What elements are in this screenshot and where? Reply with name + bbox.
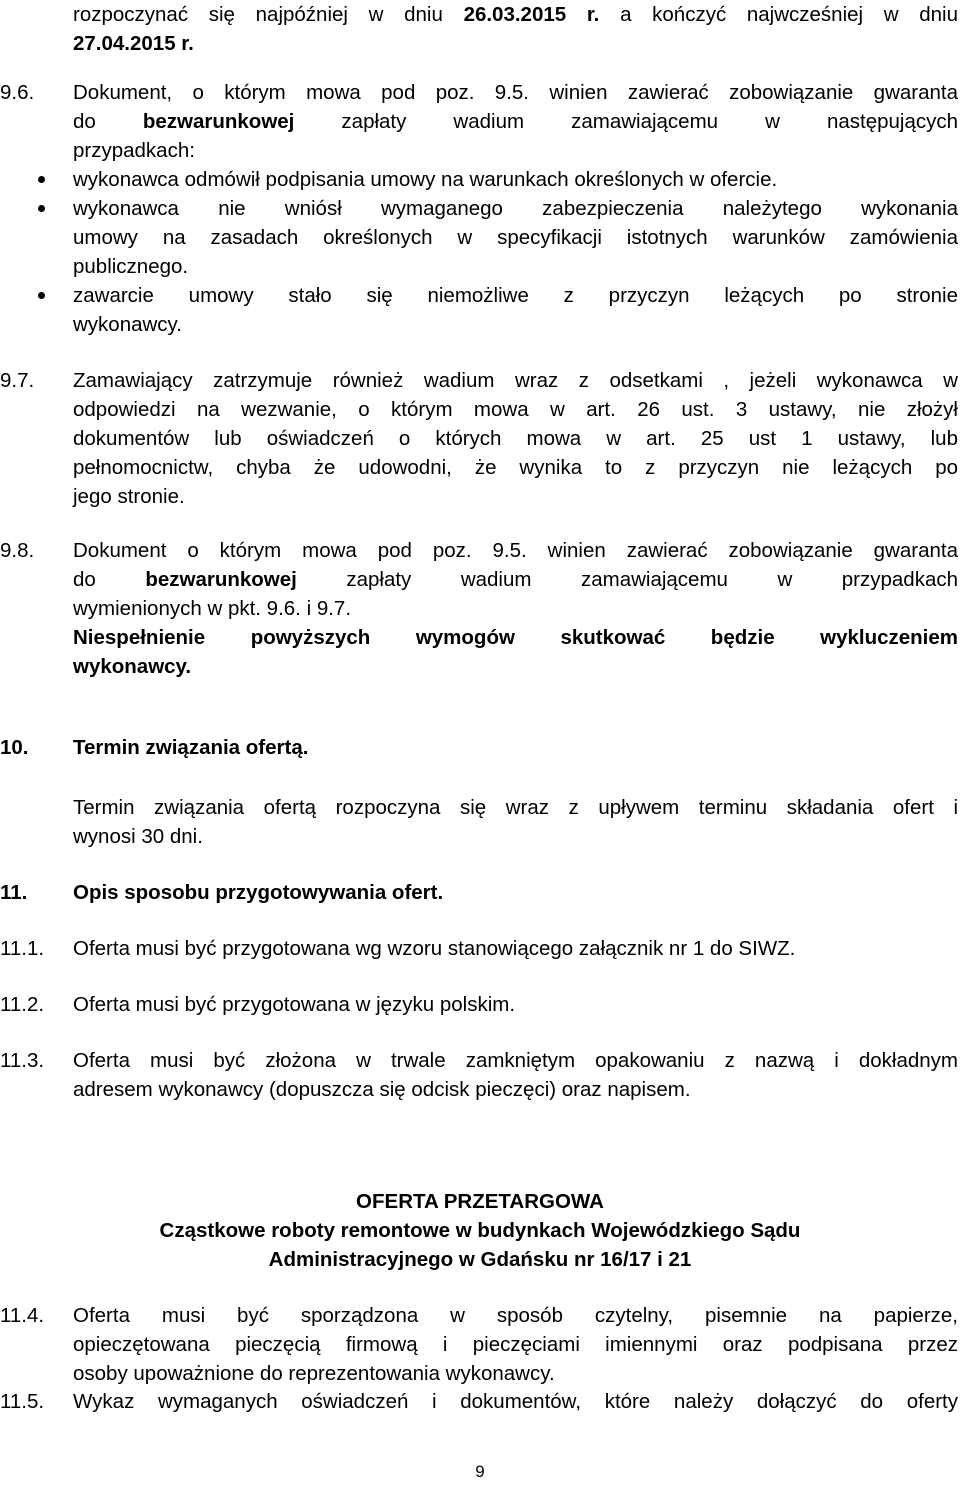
- intro-paragraph: [0, 0, 960, 58]
- text-line: Oferta musi być złożona w trwale zamkniętym opakowaniu z nazwą i dokładnym: [73, 1049, 958, 1072]
- section-9-7: [0, 366, 960, 511]
- section-10: [0, 733, 960, 762]
- bullet-icon: [38, 205, 45, 212]
- bullet-icon: [38, 292, 45, 299]
- text-line: Termin związania ofertą rozpoczyna się wraz z upływem terminu składania ofert i: [73, 796, 958, 819]
- item-11-4: [0, 1301, 960, 1388]
- text-line: Niespełnienie powyższych wymogów skutkować będzie wykluczeniem: [73, 626, 958, 649]
- section-number: 9.6.: [0, 81, 35, 104]
- section-number: 9.7.: [0, 369, 35, 392]
- item-11-5: [0, 1387, 960, 1416]
- section-number: 11.2.: [0, 993, 45, 1016]
- text-line: rozpoczynać się najpóźniej w dniu 26.03.2015 r. a kończyć najwcześniej w dniu: [73, 3, 959, 26]
- section-10-paragraph: [0, 793, 960, 851]
- text-line: dokumentów lub oświadczeń o których mowa w art. 25 ust 1 ustawy, lub: [73, 427, 958, 450]
- text-line: Wykaz wymaganych oświadczeń i dokumentów, które należy dołączyć do oferty: [73, 1390, 958, 1413]
- offer-heading: OFERTA PRZETARGOWA: [356, 1190, 604, 1213]
- section-number: 11.: [0, 881, 28, 904]
- text-line: jego stronie.: [73, 485, 185, 508]
- text-line: Dokument, o którym mowa pod poz. 9.5. winien zawierać zobowiązanie gwaranta: [73, 81, 958, 104]
- text-line: do bezwarunkowej zapłaty wadium zamawiającemu w następujących: [73, 110, 959, 133]
- text-line: przypadkach:: [73, 139, 195, 162]
- text-line: 27.04.2015 r.: [73, 32, 194, 55]
- section-number: 9.8.: [0, 539, 35, 562]
- section-title: Opis sposobu przygotowywania ofert.: [73, 881, 444, 904]
- section-number: 11.4.: [0, 1304, 45, 1327]
- text-line: wykonawcy.: [73, 313, 182, 336]
- section-number: 11.1.: [0, 937, 45, 960]
- offer-subject-line: Administracyjnego w Gdańsku nr 16/17 i 21: [268, 1248, 692, 1271]
- text-line: wykonawca nie wniósł wymaganego zabezpieczenia należytego wykonania: [73, 197, 958, 220]
- section-number: 11.5.: [0, 1390, 45, 1413]
- text-line: wymienionych w pkt. 9.6. i 9.7.: [73, 597, 352, 620]
- text-line: wykonawca odmówił podpisania umowy na warunkach określonych w ofercie.: [73, 168, 778, 191]
- text-line: adresem wykonawcy (dopuszcza się odcisk pieczęci) oraz napisem.: [73, 1078, 691, 1101]
- bullet-item: [0, 194, 960, 223]
- offer-subject-line: Cząstkowe roboty remontowe w budynkach Wojewódzkiego Sądu: [159, 1219, 801, 1242]
- text-line: Oferta musi być przygotowana w języku polskim.: [73, 993, 516, 1016]
- text-line: Oferta musi być sporządzona w sposób czytelny, pisemnie na papierze,: [73, 1304, 958, 1327]
- text-line: Zamawiający zatrzymuje również wadium wraz z odsetkami , jeżeli wykonawca w: [73, 369, 958, 392]
- text-line: odpowiedzi na wezwanie, o którym mowa w art. 26 ust. 3 ustawy, nie złożył: [73, 398, 958, 421]
- text-line: umowy na zasadach określonych w specyfikacji istotnych warunków zamówienia: [73, 226, 958, 249]
- item-11-2: [0, 990, 960, 1019]
- section-number: 10.: [0, 736, 29, 759]
- bullet-icon: [38, 176, 45, 183]
- text-line: opieczętowana pieczęcią firmową i pieczęciami imiennymi oraz podpisana przez: [73, 1333, 958, 1356]
- text-line: wynosi 30 dni.: [73, 825, 203, 848]
- item-11-3: [0, 1046, 960, 1104]
- text-line: wykonawcy.: [73, 655, 192, 678]
- page-number: 9: [475, 1462, 485, 1481]
- section-title: Termin związania ofertą.: [73, 736, 309, 759]
- text-line: zawarcie umowy stało się niemożliwe z przyczyn leżących po stronie: [73, 284, 958, 307]
- text-line: Oferta musi być przygotowana wg wzoru stanowiącego załącznik nr 1 do SIWZ.: [73, 937, 796, 960]
- section-9-6: [0, 78, 960, 339]
- text-line: pełnomocnictw, chyba że udowodni, że wynika to z przyczyn nie leżących po: [73, 456, 958, 479]
- bullet-item: [0, 281, 960, 310]
- text-line: publicznego.: [73, 255, 189, 278]
- section-11: [0, 878, 960, 907]
- text-line: do bezwarunkowej zapłaty wadium zamawiającemu w przypadkach: [73, 568, 959, 591]
- text-line: osoby upoważnione do reprezentowania wykonawcy.: [73, 1362, 555, 1385]
- item-11-1: [0, 934, 960, 963]
- section-9-8: [0, 536, 960, 681]
- bullet-item: [0, 165, 960, 194]
- text-line: Dokument o którym mowa pod poz. 9.5. winien zawierać zobowiązanie gwaranta: [73, 539, 958, 562]
- section-number: 11.3.: [0, 1049, 45, 1072]
